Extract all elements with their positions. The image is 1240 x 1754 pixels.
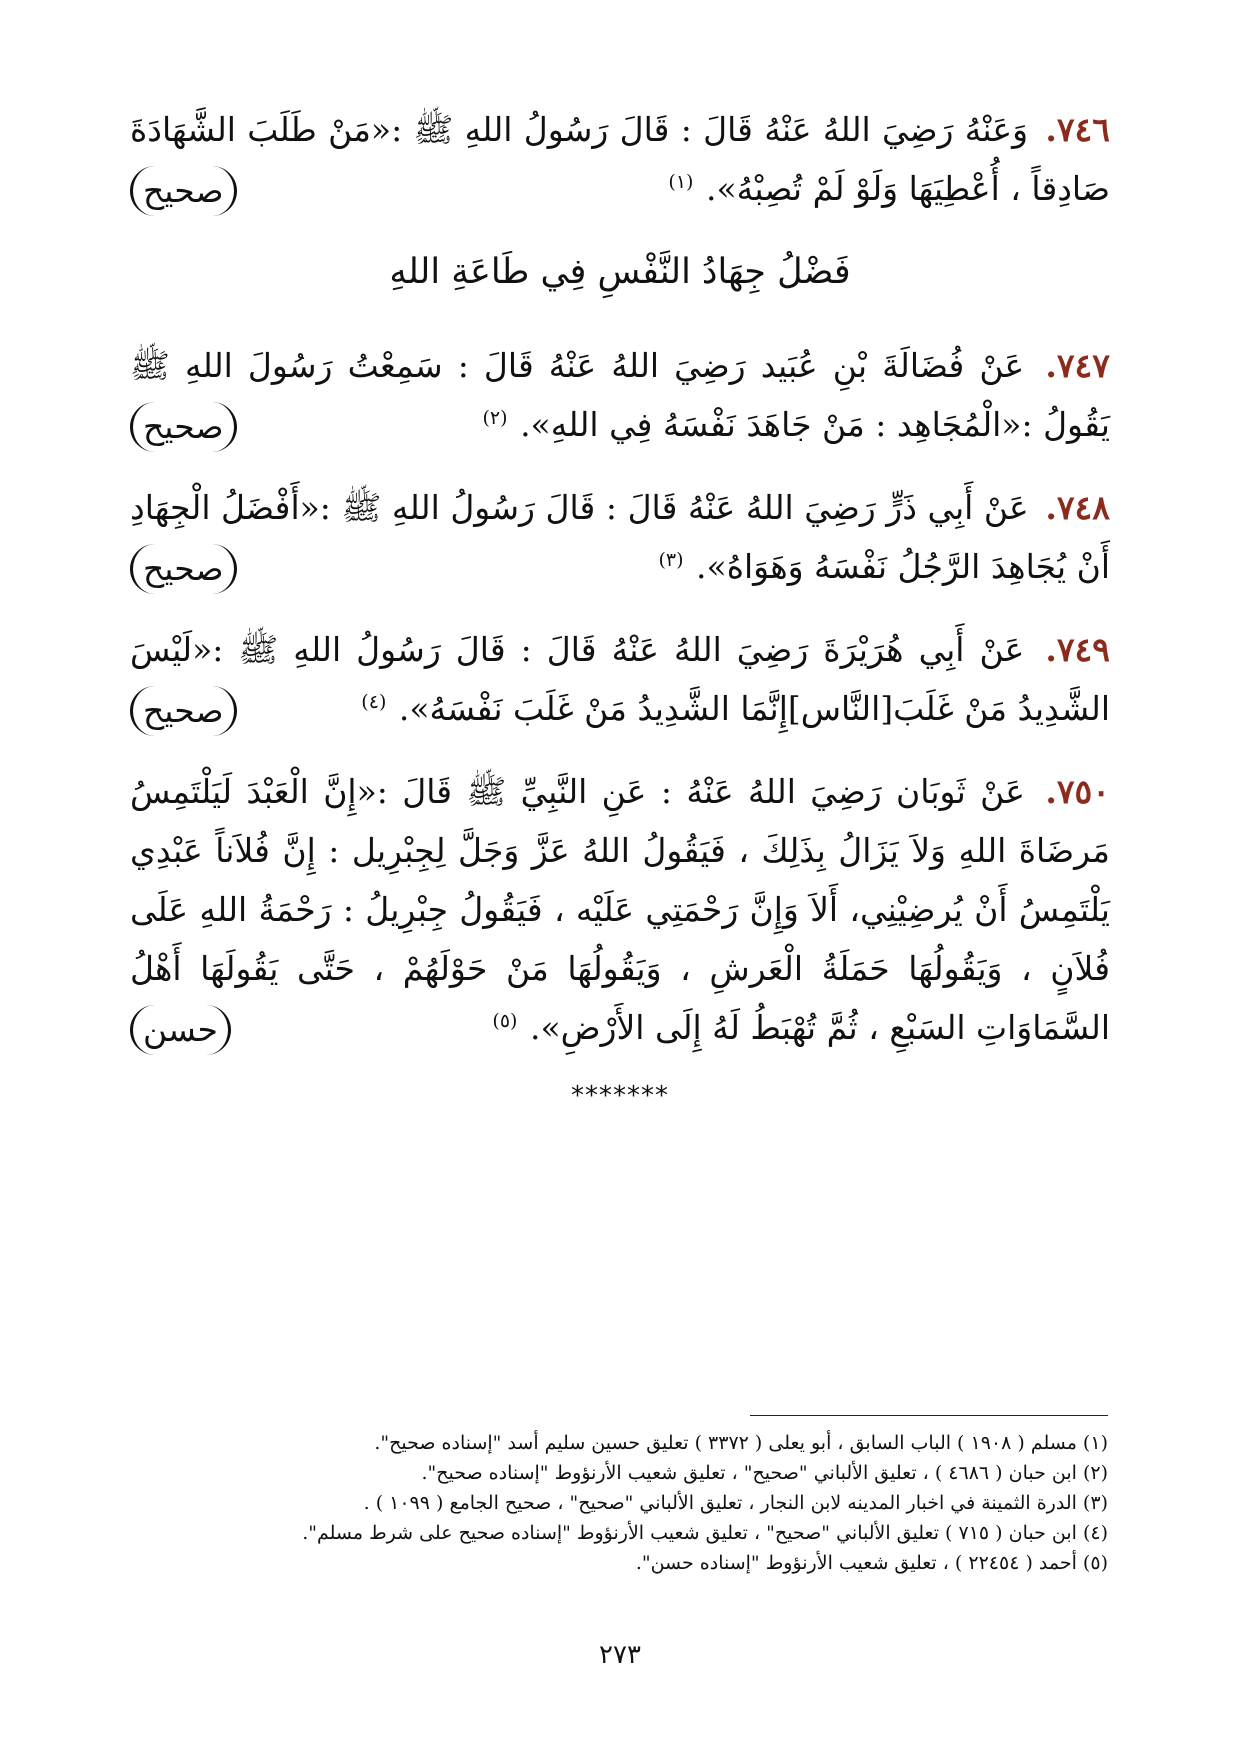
grade-badge: صحيح [130,402,237,452]
footnotes [128,1428,1108,1578]
hadith-text: عَنْ ثَوبَان رَضِيَ اللهُ عَنْهُ : عَنِ النَّبِيِّ ﷺ قَالَ :«إِنَّ الْعَبْدَ لَيَلْتَمِسُ مَرضَاةَ اللهِ وَلاَ يَزَالُ بِذَلِكَ ، فَيَقُولُ اللهُ عَزَّ وَجَلَّ لِجِبْرِيل : إِنَّ فُلاَناً عَبْدِي يَلْتَمِسُ أَنْ يُرضِيْنِي، أَلاَ وَإِنَّ رَحْمَتِي عَلَيْه ، فَيَقُولُ جِبْرِيلُ : رَحْمَةُ اللهِ عَلَى فُلاَنٍ ، وَيَقُولُهَا حَمَلَةُ الْعَرشِ ، وَيَقُولُهَا مَنْ حَوْلَهُمْ ، حَتَّى يَقُولَهَا أَهْلُ السَّمَاوَاتِ السَبْعِ ، ثُمَّ تُهْبَطُ لَهُ إِلَى الأَرْضِ». [130,772,1110,1047]
hadith-text: وَعَنْهُ رَضِيَ اللهُ عَنْهُ قَالَ : قَالَ رَسُولُ اللهِ ﷺ :«مَنْ طَلَبَ الشَّهَادَةَ صَادِقاً ، أُعْطِيَهَا وَلَوْ لَمْ تُصِبْهُ». [130,110,1110,208]
hadith-746 [130,100,1110,218]
hadith-number: ٧٤٦. [1045,110,1110,149]
page-number: ٢٧٣ [599,1640,641,1670]
grade-badge: صحيح [130,166,237,216]
footnote-2: (٢) ابن حبان ( ٤٦٨٦ ) ، تعليق الألباني "صحيح" ، تعليق شعيب الأرنؤوط "إسناده صحيح". [421,1462,1108,1484]
footnote-1: (١) مسلم ( ١٩٠٨ ) الباب السابق ، أبو يعلى ( ٣٣٧٢ ) تعليق حسين سليم أسد "إسناده صحيح". [374,1432,1108,1454]
footnote-4: (٤) ابن حبان ( ٧١٥ ) تعليق الألباني "صحيح" ، تعليق شعيب الأرنؤوط "إسناده صحيح على شرط مسلم". [302,1522,1108,1544]
hadith-number: ٧٤٩. [1045,630,1111,669]
hadith-text: عَنْ فُضَالَةَ بْنِ عُبَيد رَضِيَ اللهُ عَنْهُ قَالَ : سَمِعْتُ رَسُولَ اللهِ ﷺ يَقُولُ :«الْمُجَاهِد : مَنْ جَاهَدَ نَفْسَهُ فِي اللهِ». [130,346,1110,444]
hadith-text: عَنْ أَبِي هُرَيْرَةَ رَضِيَ اللهُ عَنْهُ قَالَ : قَالَ رَسُولُ اللهِ ﷺ :«لَيْسَ الشَّدِيدُ مَنْ غَلَبَ[النَّاس]إِنَّمَا الشَّدِيدُ مَنْ غَلَبَ نَفْسَهُ». [130,630,1110,728]
hadith-number: ٧٤٨. [1045,488,1110,527]
section-separator: ******* [571,1081,669,1111]
hadith-text: عَنْ أَبِي ذَرٍّ رَضِيَ اللهُ عَنْهُ قَالَ : قَالَ رَسُولُ اللهِ ﷺ :«أَفْضَلُ الْجِهَادِ أَنْ يُجَاهِدَ الرَّجُلُ نَفْسَهُ وَهَوَاهُ». [130,488,1110,586]
hadith-748 [130,478,1110,596]
grade-badge: صحيح [130,686,237,736]
hadith-number: ٧٥٠. [1045,772,1110,811]
footnote-5: (٥) أحمد ( ٢٢٤٥٤ ) ، تعليق شعيب الأرنؤوط "إسناده حسن". [635,1552,1108,1574]
footnote-3: (٣) الدرة الثمينة في اخبار المدينه لابن النجار ، تعليق الألباني "صحيح" ، صحيح الجامع ( ١٠٩٩ ) . [363,1492,1108,1514]
footnote-ref[interactable]: (٤) [361,691,387,713]
hadith-number: ٧٤٧. [1045,346,1110,385]
footnote-ref[interactable]: (٣) [658,549,684,571]
footnote-divider [750,1415,1108,1416]
section-title: فَضْلُ جِهَادُ النَّفْسِ فِي طَاعَةِ اللهِ [389,252,851,292]
hadith-747 [130,336,1110,454]
hadith-749 [130,620,1110,738]
footnote-ref[interactable]: (٢) [482,407,508,429]
footnote-ref[interactable]: (٥) [492,1010,518,1032]
hadith-750 [130,762,1110,1057]
grade-badge: حسن [130,1005,231,1055]
footnote-ref[interactable]: (١) [668,171,694,193]
page-body [130,100,1110,1111]
grade-badge: صحيح [130,544,237,594]
